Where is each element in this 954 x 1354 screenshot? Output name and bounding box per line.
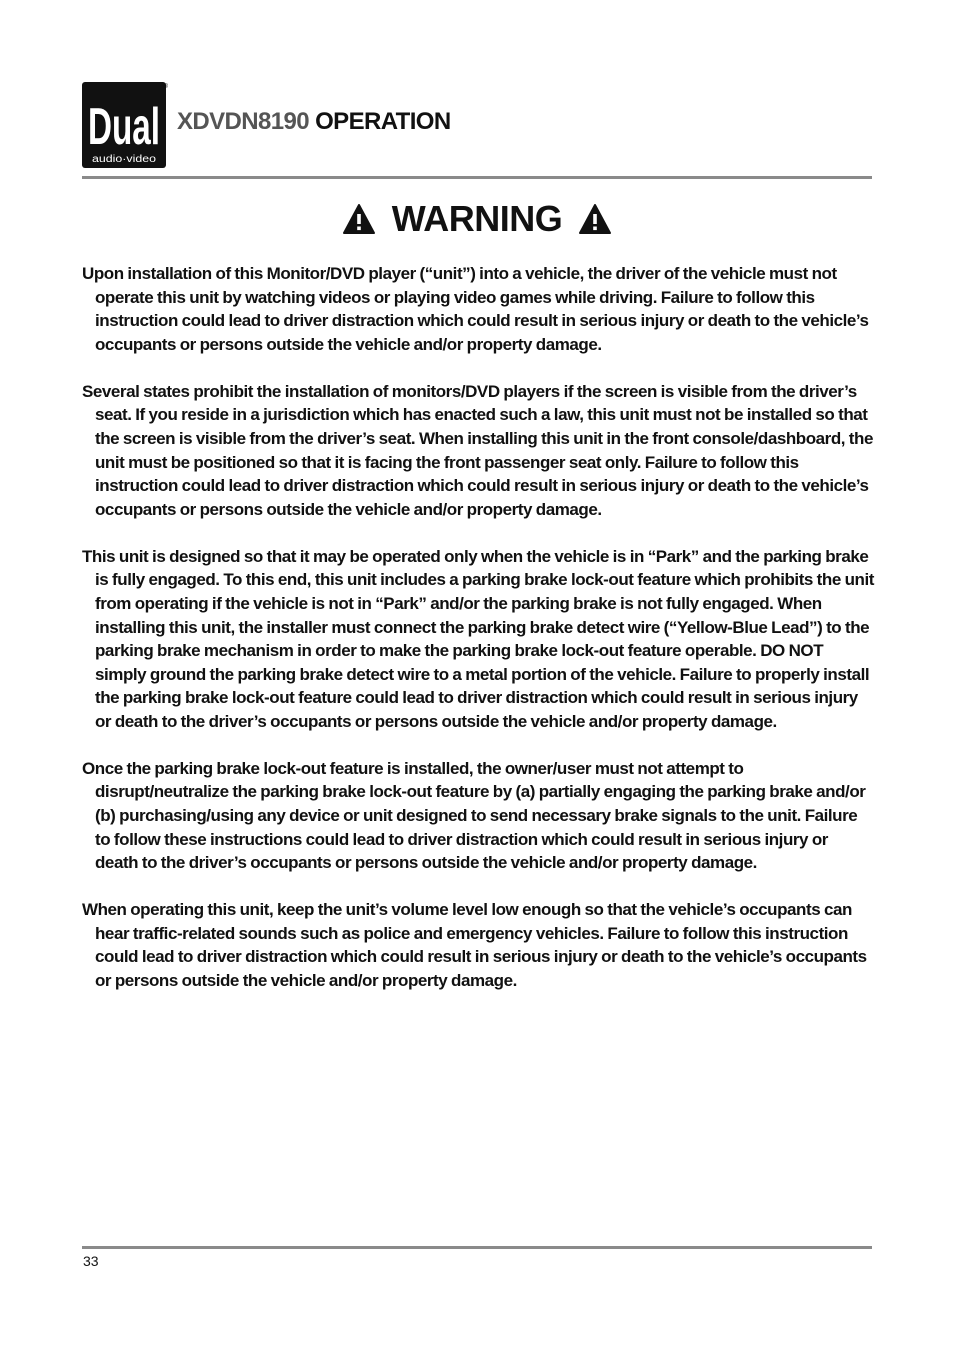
- warning-triangle-icon: [342, 202, 376, 236]
- warning-title: WARNING: [391, 198, 563, 239]
- logo-registered-mark: ®: [163, 84, 168, 90]
- warning-paragraph-vehicle-operation: Upon installation of this Monitor/DVD player (“unit”) into a vehicle, the driver of the vehicle must not operate this unit by watching videos or playing video games while driving. Failure to follow this instruction could lead to driver distraction which could result in serious injury or death to the vehicle’s occupants or persons outside the vehicle and/or property damage.: [82, 264, 869, 354]
- warning-paragraph-screen-visibility: Several states prohibit the installation of monitors/DVD players if the screen is visible from the driver’s seat. If you reside in a jurisdiction which has enacted such a law, this unit must not be installed so that the screen is visible from the driver’s seat. When installing this unit in the front console/dashboard, the unit must be positioned so that it is facing the front passenger seat only. Failure to follow this instruction could lead to driver distraction which could result in serious injury or death to the vehicle’s occupants or persons outside the vehicle and/or property damage.: [82, 381, 873, 519]
- logo-subtext: audio·video: [92, 154, 157, 165]
- warning-body: [82, 262, 874, 1016]
- warning-paragraph-lockout-tampering: Once the parking brake lock-out feature is installed, the owner/user must not attempt to disrupt/neutralize the parking brake lock-out feature by (a) partially engaging the parking brake and/or (b) purchasing/using any device or unit designed to send necessary brake signals to the unit. Failure to follow these instructions could lead to driver distraction which could result in serious injury or death to the driver’s occupants or persons outside the vehicle and/or property damage.: [82, 758, 866, 873]
- page-number: 33: [83, 1253, 99, 1269]
- warning-paragraph-parking-brake: This unit is designed so that it may be operated only when the vehicle is in “Park” and the parking brake is fully engaged. To this end, this unit includes a parking brake lock-out feature which prohibits the unit from operating if the vehicle is not in “Park” and/or the parking brake is not fully engaged. When installing this unit, the installer must connect the parking brake detect wire (“Yellow-Blue Lead”) to the parking brake mechanism in order to make the parking brake lock-out feature operable. DO NOT simply ground the parking brake detect wire to a metal portion of the vehicle. Failure to properly install the parking brake lock-out feature could lead to driver distraction which could result in serious injury or death to the driver’s occupants or persons outside the vehicle and/or property damage.: [82, 546, 874, 731]
- warning-heading: [0, 196, 954, 242]
- model-number: XDVDN8190: [177, 108, 310, 135]
- footer-divider: [82, 1246, 872, 1249]
- logo-wordmark: Dual: [88, 98, 160, 156]
- warning-paragraph-volume-level: When operating this unit, keep the unit’s volume level low enough so that the vehicle’s occupants can hear traffic-related sounds such as police and emergency vehicles. Failure to follow this instruction could lead to driver distraction which could result in serious injury or death to the vehicle’s occupants or persons outside the vehicle and/or property damage.: [82, 900, 867, 990]
- warning-triangle-icon: [578, 202, 612, 236]
- header-divider: [82, 176, 872, 179]
- dual-logo: [82, 82, 168, 168]
- section-title: OPERATION: [315, 108, 451, 135]
- page-header-title: [177, 108, 451, 136]
- dual-logo-graphic: [82, 82, 168, 168]
